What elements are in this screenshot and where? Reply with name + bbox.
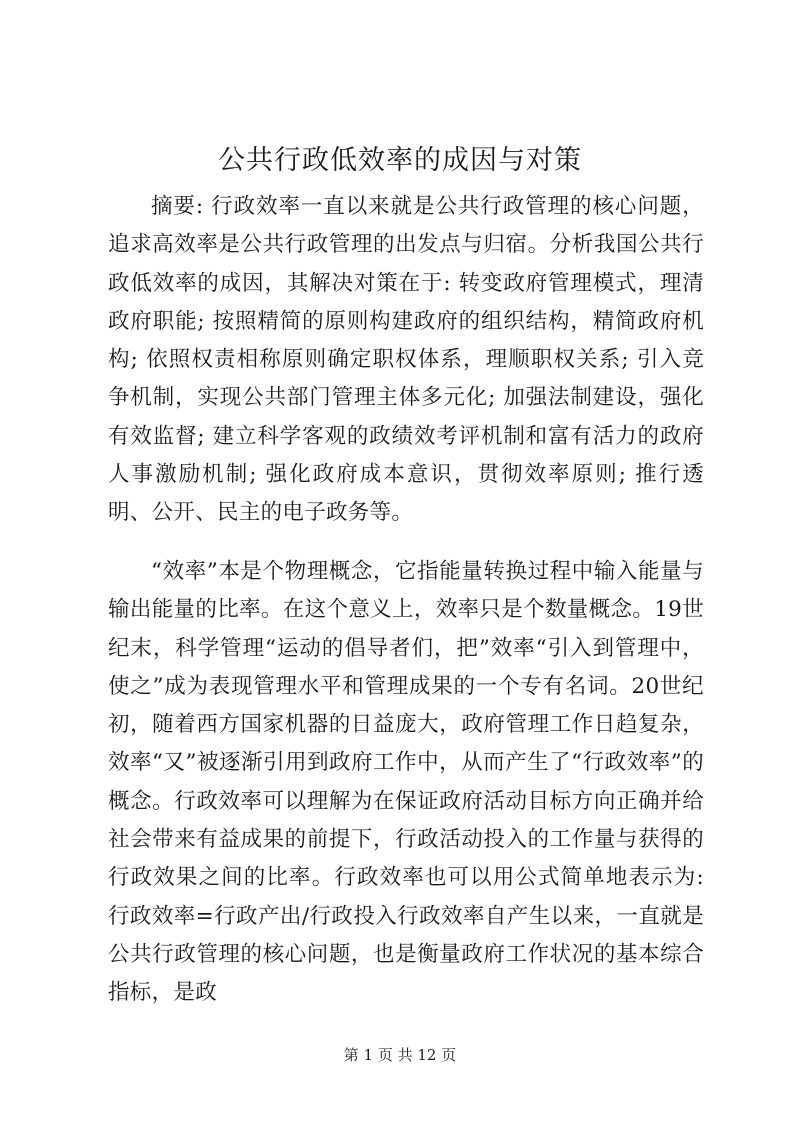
abstract-paragraph: 摘要: 行政效率一直以来就是公共行政管理的核心问题，追求高效率是公共行政管理的出发点与归宿。分析我国公共行政低效率的成因，其解决对策在于: 转变政府管理模式，理清政府职能; 按照精简的原则构建政府的组织结构，精简政府机构; 依照权责相称原则确定职权体系，理顺职权关系; 引入竞争机制，实现公共部门管理主体多元化; 加强法制建设，强化有效监督; 建立科学客观的政绩效考评机制和富有活力的政府人事激励机制; 强化政府成本意识，贯彻效率原则; 推行透明、公开、民主的电子政务等。 bbox=[108, 194, 704, 526]
document-title: 公共行政低效率的成因与对策 bbox=[218, 145, 582, 176]
page-footer: 第 1 页 共 12 页 bbox=[343, 1046, 457, 1064]
body-paragraph: “效率”本是个物理概念，它指能量转换过程中输入能量与输出能量的比率。在这个意义上，效率只是个数量概念。19世纪末，科学管理“运动的倡导者们，把”效率“引入到管理中，使之”成为表现管理水平和管理成果的一个专有名词。20世纪初，随着西方国家机器的日益庞大，政府管理工作日趋复杂，效率“又”被逐渐引用到政府工作中，从而产生了“行政效率”的概念。行政效率可以理解为在保证政府活动目标方向正确并给社会带来有益成果的前提下，行政活动投入的工作量与获得的行政效果之间的比率。行政效率也可以用公式简单地表示为: 行政效率=行政产出/行政投入行政效率自产生以来，一直就是公共行政管理的核心问题，也是衡量政府工作状况的基本综合指标，是政 bbox=[108, 559, 704, 1006]
